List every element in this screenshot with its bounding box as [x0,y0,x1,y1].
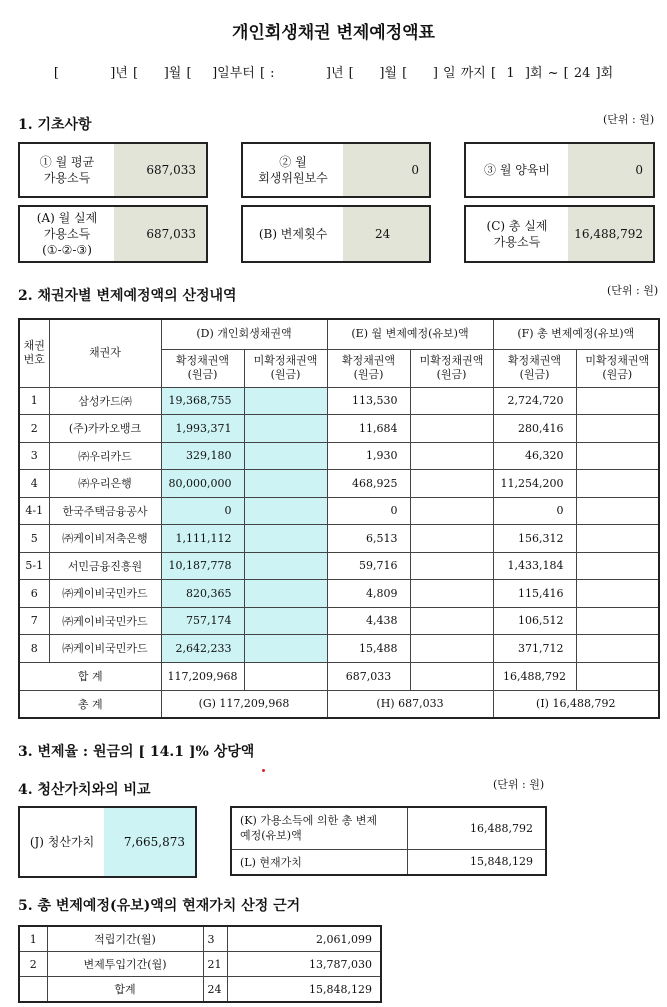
total-income-value: 16,488,792 [568,207,653,261]
creditor-name: (주)카카오뱅크 [49,415,161,443]
e-unconfirmed-amount [410,525,493,553]
l-value: 15,848,129 [407,849,546,875]
e-confirmed-amount: 15,488 [327,635,410,663]
col-header-f-unconfirmed: 미확정채권액 (원금) [576,349,659,387]
pv-row-no: 1 [19,926,47,952]
payment-period: [ ]년 [ ]월 [ ]일부터 [ : ]년 [ ]월 [ ] 일 까지 [ 1 ]회 ~ [ 24 ]회 [53,66,614,81]
f-unconfirmed-amount [576,442,659,470]
section3-heading: 3. 변제율 : 원금의 [ 14.1 ]% 상당액 [18,744,255,760]
f-unconfirmed-amount [576,607,659,635]
total-h: (H) 687,033 [327,690,493,718]
child-support-box [464,142,655,198]
creditor-name: 서민금융진흥원 [49,552,161,580]
sum-label: 합 계 [19,662,161,690]
f-unconfirmed-amount [576,552,659,580]
f-unconfirmed-amount [576,635,659,663]
section4-heading: 4. 청산가치와의 비교 [18,782,151,798]
creditor-table [18,318,660,719]
creditor-row [19,552,659,580]
d-confirmed-amount: 757,174 [161,607,244,635]
payment-count-value: 24 [343,207,429,261]
e-unconfirmed-amount [410,497,493,525]
total-row [19,690,659,718]
present-value-table [18,925,382,1003]
d-confirmed-amount: 820,365 [161,580,244,608]
e-confirmed-amount: 4,438 [327,607,410,635]
f-confirmed-amount: 280,416 [493,415,576,443]
creditor-name: 한국주택금융공사 [49,497,161,525]
actual-income-value: 687,033 [114,207,206,261]
k-value: 16,488,792 [407,807,546,849]
col-header-no: 채권 번호 [19,319,49,387]
e-confirmed-amount: 4,809 [327,580,410,608]
creditor-no: 8 [19,635,49,663]
col-header-e-confirmed: 확정채권액 (원금) [327,349,410,387]
d-unconfirmed-amount [244,607,327,635]
child-support-value: 0 [568,144,653,196]
col-header-e: (E) 월 변제예정(유보)액 [327,319,493,349]
monthly-avg-income-box [18,142,208,198]
total-label: 총 계 [19,690,161,718]
f-confirmed-amount: 46,320 [493,442,576,470]
f-confirmed-amount: 156,312 [493,525,576,553]
col-header-f: (F) 총 변제예정(유보)액 [493,319,659,349]
present-value-sum-row [19,977,381,1003]
e-confirmed-amount: 1,930 [327,442,410,470]
f-unconfirmed-amount [576,525,659,553]
creditor-no: 3 [19,442,49,470]
creditor-no: 4-1 [19,497,49,525]
d-unconfirmed-amount [244,552,327,580]
creditor-row [19,525,659,553]
pv-sum-months: 24 [203,977,227,1003]
pv-row-label: 적립기간(월) [47,926,203,952]
e-unconfirmed-amount [410,580,493,608]
f-confirmed-amount: 2,724,720 [493,387,576,415]
creditor-no: 6 [19,580,49,608]
f-confirmed-amount: 0 [493,497,576,525]
creditor-name: ㈜우리카드 [49,442,161,470]
sum-row [19,662,659,690]
f-unconfirmed-amount [576,580,659,608]
pv-sum-label: 합계 [47,977,203,1003]
liquidation-value-label: (J) 청산가치 [29,834,95,849]
monthly-avg-income-value: 687,033 [114,144,206,196]
creditor-name: ㈜케이비국민카드 [49,580,161,608]
total-income-box [464,205,655,263]
creditor-name: ㈜케이비국민카드 [49,607,161,635]
page-title: 개인회생채권 변제예정액표 [232,23,435,43]
red-dot-mark [262,769,265,772]
total-g: (G) 117,209,968 [161,690,327,718]
pv-row-value: 13,787,030 [227,952,381,977]
payment-count-label: (B) 변제횟수 [258,226,328,241]
d-unconfirmed-amount [244,635,327,663]
d-confirmed-amount: 1,993,371 [161,415,244,443]
creditor-name: ㈜우리은행 [49,470,161,498]
sum-d: 117,209,968 [161,662,244,690]
creditor-row [19,442,659,470]
creditor-name: ㈜케이비저축은행 [49,525,161,553]
creditor-no: 4 [19,470,49,498]
actual-income-label: (A) 월 실제 가용소득 (①-②-③) [36,210,98,258]
d-confirmed-amount: 19,368,755 [161,387,244,415]
f-confirmed-amount: 11,254,200 [493,470,576,498]
actual-income-box [18,205,208,263]
e-unconfirmed-amount [410,387,493,415]
creditor-no: 2 [19,415,49,443]
trustee-fee-value: 0 [343,144,429,196]
l-label: (L) 현재가치 [231,849,407,875]
e-confirmed-amount: 468,925 [327,470,410,498]
e-unconfirmed-amount [410,415,493,443]
f-unconfirmed-amount [576,497,659,525]
d-unconfirmed-amount [244,497,327,525]
f-unconfirmed-amount [576,470,659,498]
d-unconfirmed-amount [244,470,327,498]
present-value-row [19,952,381,977]
section4-unit: (단위 : 원) [493,778,545,791]
section2-heading: 2. 채권자별 변제예정액의 산정내역 [18,288,237,304]
e-confirmed-amount: 6,513 [327,525,410,553]
d-confirmed-amount: 80,000,000 [161,470,244,498]
creditor-row [19,470,659,498]
e-confirmed-amount: 0 [327,497,410,525]
section1-heading: 1. 기초사항 [18,117,92,133]
d-unconfirmed-amount [244,387,327,415]
creditor-row [19,415,659,443]
d-confirmed-amount: 329,180 [161,442,244,470]
present-value-row [19,926,381,952]
d-confirmed-amount: 10,187,778 [161,552,244,580]
pv-row-no: 2 [19,952,47,977]
e-unconfirmed-amount [410,607,493,635]
col-header-f-confirmed: 확정채권액 (원금) [493,349,576,387]
d-unconfirmed-amount [244,525,327,553]
section5-heading: 5. 총 변제예정(유보)액의 현재가치 산정 근거 [18,898,301,914]
pv-sum-value: 15,848,129 [227,977,381,1003]
e-unconfirmed-amount [410,442,493,470]
total-i: (I) 16,488,792 [493,690,659,718]
col-header-creditor: 채권자 [49,319,161,387]
d-unconfirmed-amount [244,415,327,443]
pv-row-months: 3 [203,926,227,952]
creditor-row [19,387,659,415]
creditor-row [19,607,659,635]
d-unconfirmed-amount [244,580,327,608]
creditor-no: 5-1 [19,552,49,580]
e-unconfirmed-amount [410,470,493,498]
creditor-row [19,635,659,663]
sum-e: 687,033 [327,662,410,690]
e-confirmed-amount: 11,684 [327,415,410,443]
comparison-table [230,806,547,876]
col-header-d-unconfirmed: 미확정채권액 (원금) [244,349,327,387]
creditor-no: 1 [19,387,49,415]
f-confirmed-amount: 1,433,184 [493,552,576,580]
d-confirmed-amount: 0 [161,497,244,525]
creditor-name: ㈜케이비국민카드 [49,635,161,663]
creditor-no: 7 [19,607,49,635]
monthly-avg-income-label: ① 월 평균 가용소득 [39,154,95,185]
creditor-name: 삼성카드㈜ [49,387,161,415]
f-unconfirmed-amount [576,415,659,443]
trustee-fee-label: ② 월 회생위원보수 [258,154,328,185]
e-unconfirmed-amount [410,635,493,663]
f-unconfirmed-amount [576,387,659,415]
trustee-fee-box [241,142,431,198]
pv-row-value: 2,061,099 [227,926,381,952]
pv-row-months: 21 [203,952,227,977]
creditor-row [19,580,659,608]
creditor-no: 5 [19,525,49,553]
col-header-d: (D) 개인회생채권액 [161,319,327,349]
e-unconfirmed-amount [410,552,493,580]
e-confirmed-amount: 113,530 [327,387,410,415]
liquidation-value-box [18,806,197,878]
d-confirmed-amount: 2,642,233 [161,635,244,663]
d-confirmed-amount: 1,111,112 [161,525,244,553]
f-confirmed-amount: 371,712 [493,635,576,663]
col-header-d-confirmed: 확정채권액 (원금) [161,349,244,387]
pv-row-label: 변제투입기간(월) [47,952,203,977]
child-support-label: ③ 월 양육비 [484,162,550,177]
total-income-label: (C) 총 실제 가용소득 [486,218,548,249]
payment-count-box [241,205,431,263]
col-header-e-unconfirmed: 미확정채권액 (원금) [410,349,493,387]
f-confirmed-amount: 115,416 [493,580,576,608]
section2-unit: (단위 : 원) [607,284,659,297]
section1-unit: (단위 : 원) [603,113,655,126]
k-label: (K) 가용소득에 의한 총 변제 예정(유보)액 [231,807,407,849]
f-confirmed-amount: 106,512 [493,607,576,635]
creditor-row [19,497,659,525]
e-confirmed-amount: 59,716 [327,552,410,580]
sum-f: 16,488,792 [493,662,576,690]
d-unconfirmed-amount [244,442,327,470]
liquidation-value: 7,665,873 [104,808,195,876]
